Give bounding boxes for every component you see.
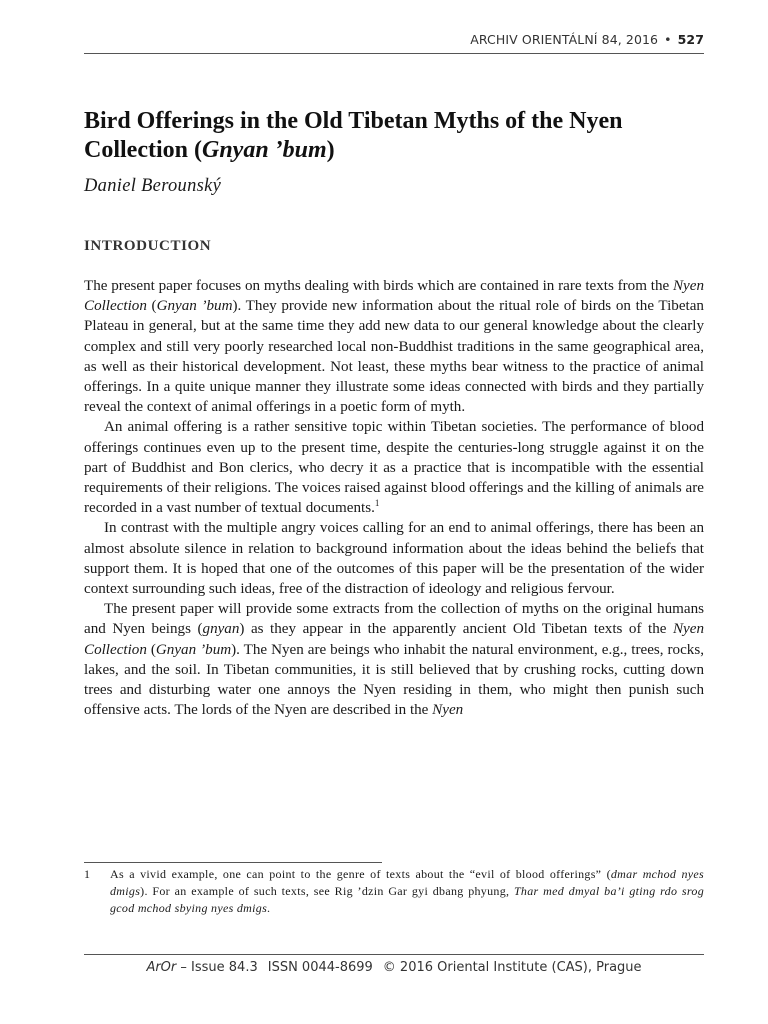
- p1-text-b: (: [146, 298, 157, 315]
- running-header: [84, 32, 704, 47]
- footnote-rule: [84, 862, 382, 863]
- paragraph-3: [84, 518, 704, 599]
- article-body: [84, 276, 704, 720]
- p3-text-a: In contrast with the multiple angry voices calling for an end to animal offerings, there has been an almost absolute silence in relation to background information about the ideas behind the beliefs that support them. It is hoped that one of the outcomes of this paper will be the presentation of the wider context surrounding such ideas, free of the distraction of ideology and religious fervour.: [84, 520, 704, 598]
- p1-italic-1: Nyen Collection: [84, 278, 704, 315]
- author-name: Daniel Berounský: [84, 176, 222, 196]
- p4-italic-4: Nyen: [432, 702, 464, 719]
- p4-italic-1: gnyan: [202, 621, 240, 638]
- header-rule: [84, 53, 704, 54]
- article-title: [84, 107, 704, 165]
- title-text-1: Bird Offerings in the Old Tibetan Myths of the Nyen Collection (: [84, 108, 623, 163]
- fn-italic-2: Thar med dmyal ba’i gting rdo srog gcod mchod sbying nyes dmigs: [110, 884, 704, 915]
- footer-issue: – Issue 84.3: [176, 960, 258, 975]
- p4-text-d: ). The Nyen are beings who inhabit the natural environment, e.g., trees, rocks, lakes, and the soil. In Tibetan communities, it is still believed that by crushing rocks, cutting down trees and disturbing water one annoys the Nyen residing in them, who might then punish such offensive acts. The lords of the Nyen are described in the: [84, 641, 704, 719]
- footer-rule: [84, 954, 704, 955]
- footer-issn: ISSN 0044-8699: [267, 960, 373, 975]
- p4-text-b: ) as they appear in the apparently ancient Old Tibetan texts of the: [239, 621, 673, 638]
- p1-italic-2: Gnyan ’bum: [156, 298, 233, 315]
- paragraph-4: [84, 599, 704, 720]
- fn-text-b: ). For an example of such texts, see Rig ’dzin Gar gyi dbang phyung,: [140, 884, 514, 898]
- p2-text-a: An animal offering is a rather sensitive topic within Tibetan societies. The performance of blood offerings continues even up to the present time, despite the centuries-long struggle against it on the part of Buddhist and Bon clerics, who decry it as a practice that is incompatible with the essential requirements of their religions. The voices raised against blood offerings and the killing of animals are recorded in a vast number of textual documents.: [84, 419, 704, 517]
- footnote-ref-1[interactable]: 1: [374, 498, 380, 509]
- header-separator: •: [664, 32, 672, 47]
- p4-text-a: The present paper will provide some extracts from the collection of myths on the original humans and Nyen beings (: [84, 601, 704, 638]
- title-text-italic: Gnyan ’bum: [201, 137, 327, 163]
- p4-italic-3: Gnyan ’bum: [155, 641, 232, 658]
- running-footer: [84, 960, 704, 975]
- title-text-2: ): [326, 137, 335, 163]
- p4-italic-2: Nyen Collection: [84, 621, 704, 658]
- paragraph-2: [84, 417, 704, 518]
- page-number: 527: [677, 32, 704, 47]
- journal-name: ARCHIV ORIENTÁLNÍ 84, 2016: [470, 32, 659, 47]
- p1-text-a: The present paper focuses on myths dealing with birds which are contained in rare texts from the: [84, 278, 673, 294]
- p1-text-c: ). They provide new information about the ritual role of birds on the Tibetan Plateau in general, but at the same time they add new data to our general knowledge about the clearly complex and still very poorly researched local non-Buddhist traditions in the same geographical area, as well as their historical development. Not least, these myths bear witness to the practice of animal offerings. In a quite unique manner they illustrate some ideas connected with birds and they partially reveal the context of animal offerings in a poetic form of myth.: [84, 298, 704, 416]
- footer-copyright: © 2016 Oriental Institute (CAS), Prague: [382, 960, 642, 975]
- paragraph-1: [84, 276, 704, 417]
- footer-journal-abbr: ArOr: [146, 960, 177, 975]
- fn-text-a: As a vivid example, one can point to the genre of texts about the “evil of blood offerings” (: [110, 867, 611, 881]
- footnote-number: 1: [84, 867, 91, 881]
- p4-text-c: (: [146, 641, 156, 658]
- section-heading: INTRODUCTION: [84, 238, 212, 254]
- fn-text-c: .: [267, 901, 271, 915]
- footnote-1: [84, 866, 704, 917]
- fn-italic-1: dmar mchod nyes dmigs: [110, 867, 704, 898]
